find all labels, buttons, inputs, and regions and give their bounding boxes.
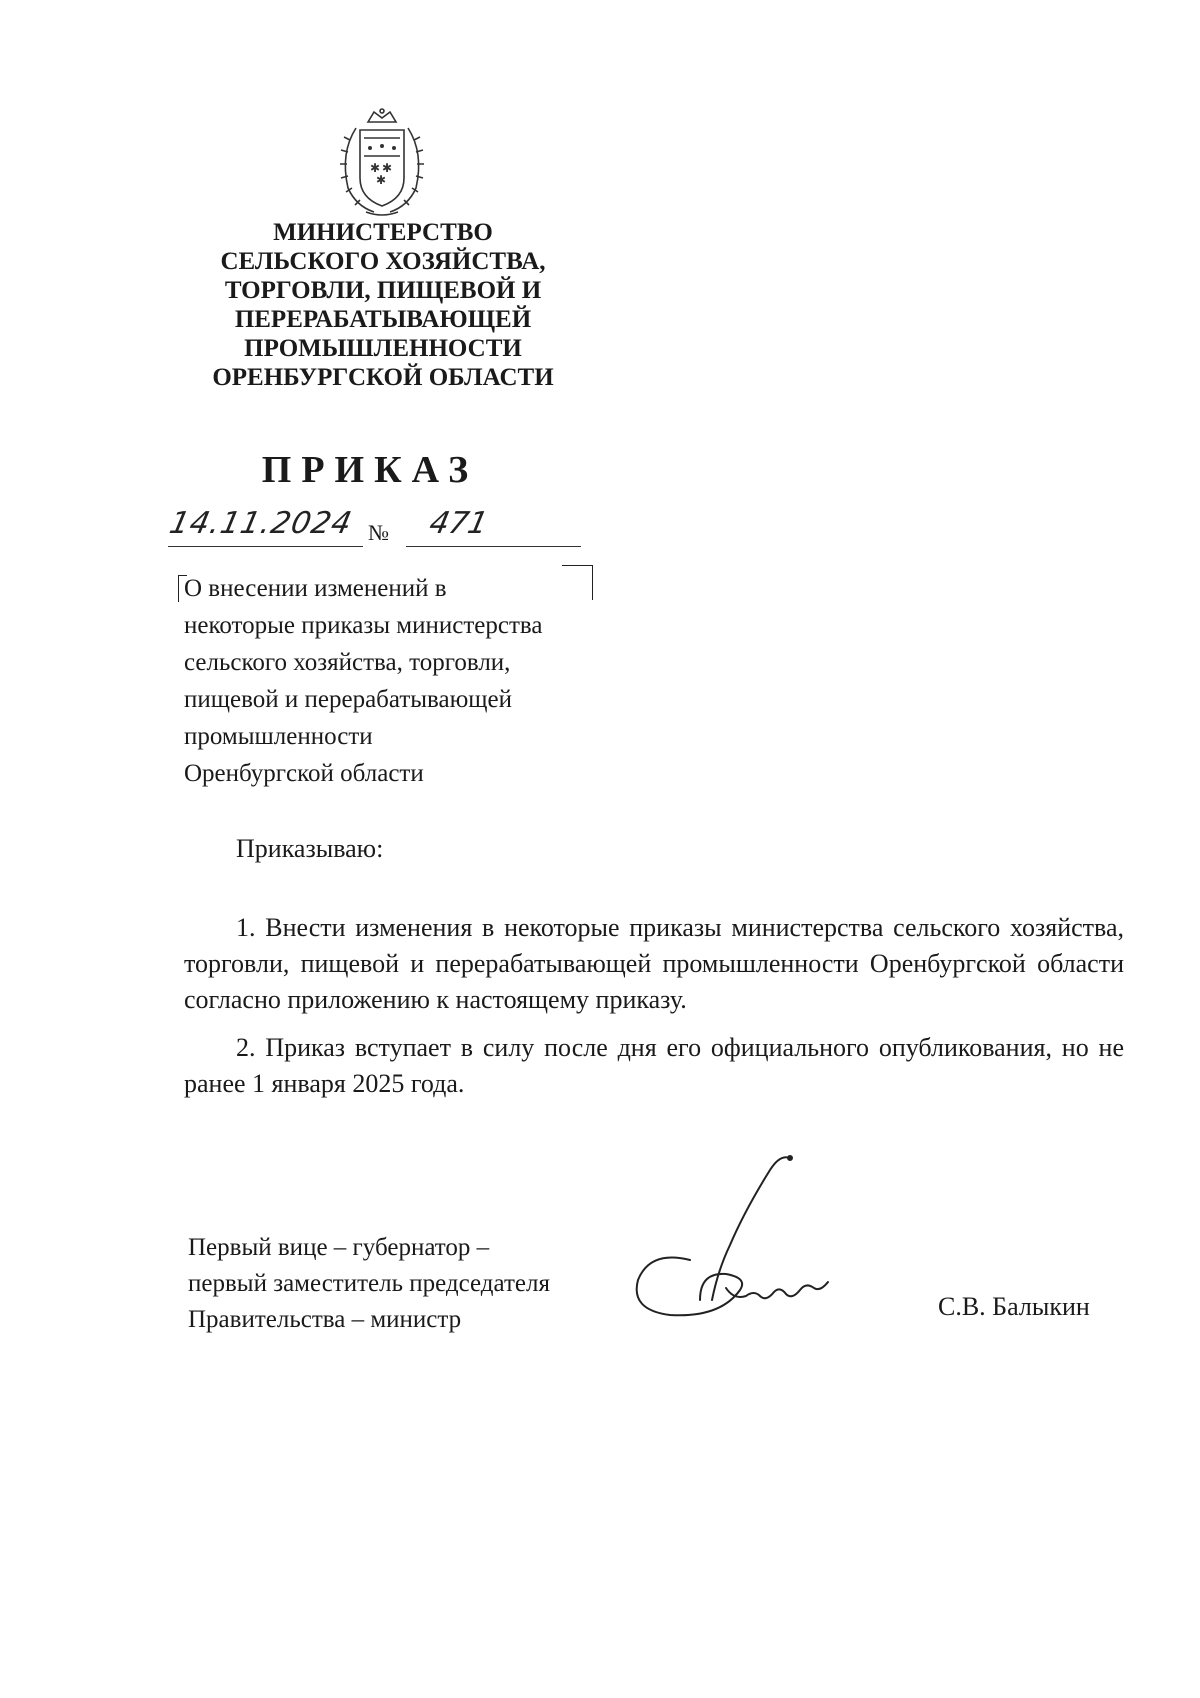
number-sign: № — [368, 520, 389, 545]
ministry-name-line: СЕЛЬСКОГО ХОЗЯЙСТВА, — [220, 248, 546, 275]
ministry-name-line: ОРЕНБУРГСКОЙ ОБЛАСТИ — [212, 364, 554, 391]
ministry-name-line: МИНИСТЕРСТВО — [273, 219, 493, 246]
date-underline — [168, 546, 363, 547]
handwritten-number: 471 — [426, 506, 491, 541]
position-line: первый заместитель председателя — [188, 1270, 550, 1297]
svg-text:✱: ✱ — [370, 161, 381, 175]
svg-text:✱: ✱ — [382, 161, 393, 175]
handwritten-date: 14.11.2024 — [166, 506, 356, 541]
subject-line: Оренбургской области — [184, 760, 424, 787]
ministry-name — [168, 218, 598, 392]
subject-line: промышленности — [184, 723, 373, 750]
ministry-name-line: ТОРГОВЛИ, ПИЩЕВОЙ И — [224, 277, 542, 304]
coat-of-arms-icon — [330, 108, 434, 218]
date-number-line — [168, 506, 581, 550]
signatory-position — [188, 1230, 550, 1338]
document-subject — [184, 570, 604, 792]
order-paragraph-2: 2. Приказ вступает в силу после дня его официального опубликования, но не ранее 1 января 2025 года. — [184, 1033, 1124, 1098]
subject-line: некоторые приказы министерства — [184, 612, 543, 639]
handwritten-signature — [630, 1150, 850, 1325]
position-line: Правительства – министр — [188, 1306, 462, 1333]
order-paragraph-1: 1. Внести изменения в некоторые приказы министерства сельского хозяйства, торговли, пищевой и перерабатывающей промышленности Оренбургской области согласно приложению к настоящему приказу. — [184, 913, 1124, 1014]
svg-text:✱: ✱ — [376, 173, 387, 187]
signer-name: С.В. Балыкин — [938, 1292, 1090, 1321]
subject-line: сельского хозяйства, торговли, — [184, 649, 511, 676]
position-line: Первый вице – губернатор – — [188, 1234, 490, 1261]
ministry-name-line: ПРОМЫШЛЕННОСТИ — [244, 335, 522, 362]
document-type-title: ПРИКАЗ — [261, 449, 479, 491]
subject-line: пищевой и перерабатывающей — [184, 686, 513, 713]
subject-line: О внесении изменений в — [184, 575, 447, 602]
number-underline — [406, 546, 581, 547]
order-word: Приказываю: — [236, 834, 384, 863]
ministry-name-line: ПЕРЕРАБАТЫВАЮЩЕЙ — [234, 306, 532, 333]
